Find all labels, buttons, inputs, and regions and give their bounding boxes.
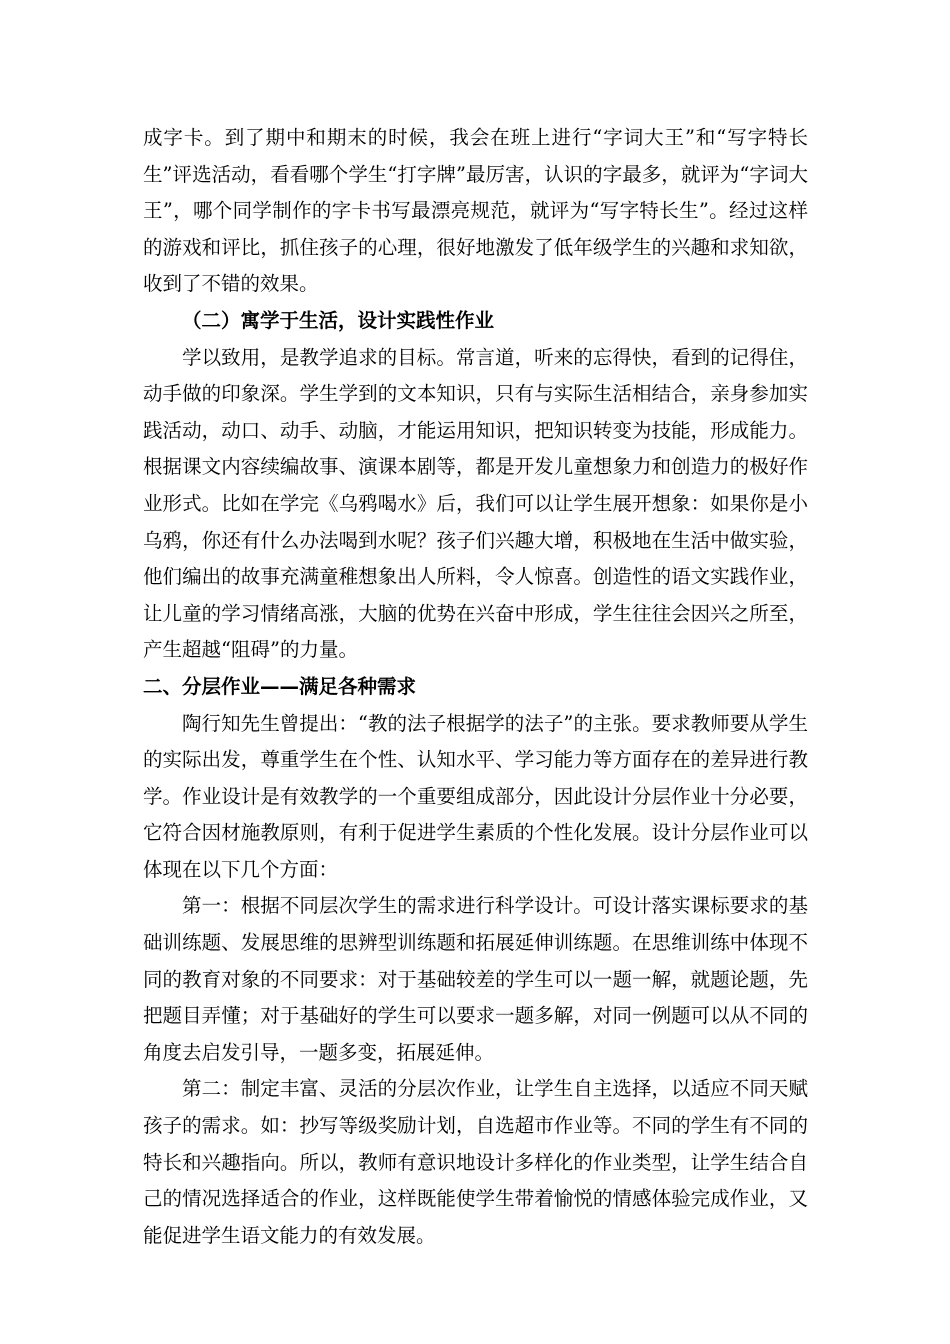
- subheading-practice-homework: （二）寓学于生活，设计实践性作业: [182, 308, 495, 332]
- section-heading-layered-homework: 二、分层作业——满足各种需求: [143, 674, 417, 698]
- paragraph-point-one: 第一：根据不同层次学生的需求进行科学设计。可设计落实课标要求的基础训练题、发展思维的思辨型训练题和拓展延伸训练题。在思维训练中体现不同的教育对象的不同要求：对于基础较差的学生可以一题一解，就题论题，先把题目弄懂；对于基础好的学生可以要求一题多解，对同一例题可以从不同的角度去启发引导，一题多变，拓展延伸。: [143, 894, 808, 1064]
- paragraph-practice-homework: 学以致用，是教学追求的目标。常言道，听来的忘得快，看到的记得住，动手做的印象深。学生学到的文本知识，只有与实际生活相结合，亲身参加实践活动，动口、动手、动脑，才能运用知识，把知识转变为技能，形成能力。根据课文内容续编故事、演课本剧等，都是开发儿童想象力和创造力的极好作业形式。比如在学完《乌鸦喝水》后，我们可以让学生展开想象：如果你是小乌鸦，你还有什么办法喝到水呢？孩子们兴趣大增，积极地在生活中做实验，他们编出的故事充满童稚想象出人所料，令人惊喜。创造性的语文实践作业，让儿童的学习情绪高涨，大脑的优势在兴奋中形成，学生往往会因兴之所至，产生超越“阻碍”的力量。: [143, 345, 808, 662]
- paragraph-point-two: 第二：制定丰富、灵活的分层次作业，让学生自主选择，以适应不同天赋孩子的需求。如：抄写等级奖励计划，自选超市作业等。不同的学生有不同的特长和兴趣指向。所以，教师有意识地设计多样化的作业类型，让学生结合自己的情况选择适合的作业，这样既能使学生带着愉悦的情感体验完成作业，又能促进学生语文能力的有效发展。: [143, 1077, 808, 1247]
- paragraph-layered-intro: 陶行知先生曾提出：“教的法子根据学的法子”的主张。要求教师要从学生的实际出发，尊重学生在个性、认知水平、学习能力等方面存在的差异进行教学。作业设计是有效教学的一个重要组成部分，因此设计分层作业十分必要，它符合因材施教原则，有利于促进学生素质的个性化发展。设计分层作业可以体现在以下几个方面：: [143, 711, 808, 881]
- paragraph-continuation: 成字卡。到了期中和期末的时候，我会在班上进行“字词大王”和“写字特长生”评选活动，看看哪个学生“打字牌”最厉害，认识的字最多，就评为“字词大王”，哪个同学制作的字卡书写最漂亮规范，就评为“写字特长生”。经过这样的游戏和评比，抓住孩子的心理，很好地激发了低年级学生的兴趣和求知欲，收到了不错的效果。: [143, 126, 808, 296]
- document-page: [143, 120, 808, 1254]
